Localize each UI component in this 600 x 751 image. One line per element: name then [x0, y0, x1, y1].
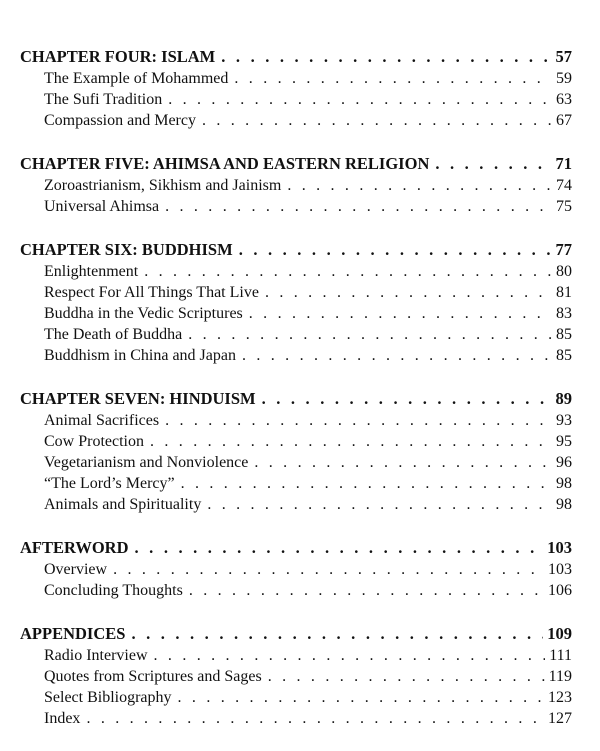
- entry-title: Cow Protection: [44, 433, 144, 450]
- chapter-page-number: 103: [547, 538, 572, 557]
- entry-title: Buddhism in China and Japan: [44, 347, 236, 364]
- toc-entry[interactable]: [20, 303, 572, 324]
- entry-page-number: 74: [556, 177, 572, 194]
- toc-entry[interactable]: [20, 473, 572, 494]
- entry-page-number: 59: [556, 70, 572, 87]
- dot-leader: [202, 110, 552, 131]
- toc-section-afterword: [20, 537, 572, 601]
- entry-title: Vegetarianism and Nonviolence: [44, 454, 249, 471]
- entry-title: Quotes from Scriptures and Sages: [44, 668, 262, 685]
- dot-leader: [181, 473, 552, 494]
- toc-entry[interactable]: [20, 68, 572, 89]
- chapter-title: AFTERWORD: [20, 538, 129, 557]
- toc-chapter-heading[interactable]: [20, 388, 572, 410]
- toc-entry[interactable]: [20, 175, 572, 196]
- toc-entry[interactable]: [20, 452, 572, 473]
- entry-page-number: 123: [548, 689, 572, 706]
- toc-entry[interactable]: [20, 410, 572, 431]
- entry-page-number: 67: [556, 112, 572, 129]
- entry-page-number: 93: [556, 412, 572, 429]
- toc-section-chapter-six-buddhism: [20, 239, 572, 366]
- entry-page-number: 96: [556, 454, 572, 471]
- toc-entry[interactable]: [20, 345, 572, 366]
- entry-title: Compassion and Mercy: [44, 112, 196, 129]
- chapter-page-number: 71: [555, 154, 572, 173]
- dot-leader: [242, 345, 552, 366]
- entry-title: Respect For All Things That Live: [44, 284, 259, 301]
- entry-title: The Sufi Tradition: [44, 91, 163, 108]
- chapter-title: CHAPTER FIVE: AHIMSA AND EASTERN RELIGION: [20, 154, 430, 173]
- chapter-page-number: 89: [555, 389, 572, 408]
- entry-title: Concluding Thoughts: [44, 582, 183, 599]
- dot-leader: [165, 196, 552, 217]
- entry-page-number: 111: [549, 647, 572, 664]
- toc-entry[interactable]: [20, 282, 572, 303]
- toc-entry[interactable]: [20, 89, 572, 110]
- entry-title: Select Bibliography: [44, 689, 172, 706]
- entry-page-number: 80: [556, 263, 572, 280]
- dot-leader: [249, 303, 552, 324]
- dot-leader: [287, 175, 552, 196]
- chapter-title: CHAPTER FOUR: ISLAM: [20, 47, 216, 66]
- toc-chapter-heading[interactable]: [20, 46, 572, 68]
- entry-title: Zoroastrianism, Sikhism and Jainism: [44, 177, 282, 194]
- dot-leader: [154, 645, 546, 666]
- dot-leader: [165, 410, 552, 431]
- toc-entry[interactable]: [20, 708, 572, 729]
- toc-entry[interactable]: [20, 580, 572, 601]
- dot-leader: [168, 89, 552, 110]
- entry-page-number: 103: [548, 561, 572, 578]
- entry-page-number: 63: [556, 91, 572, 108]
- dot-leader: [189, 580, 544, 601]
- toc-section-chapter-four-islam: [20, 46, 572, 131]
- toc-entry[interactable]: [20, 324, 572, 345]
- chapter-page-number: 109: [547, 624, 572, 643]
- entry-page-number: 98: [556, 475, 572, 492]
- chapter-title: CHAPTER SIX: BUDDHISM: [20, 240, 233, 259]
- toc-chapter-heading[interactable]: [20, 623, 572, 645]
- chapter-title: CHAPTER SEVEN: HINDUISM: [20, 389, 256, 408]
- dot-leader: [113, 559, 544, 580]
- toc-entry[interactable]: [20, 645, 572, 666]
- dot-leader: [207, 494, 552, 515]
- toc-section-chapter-five-ahimsa-and-eastern-religion: [20, 153, 572, 217]
- toc-entry[interactable]: [20, 666, 572, 687]
- entry-page-number: 85: [556, 347, 572, 364]
- toc-entry[interactable]: [20, 110, 572, 131]
- entry-page-number: 106: [548, 582, 572, 599]
- toc-section-chapter-seven-hinduism: [20, 388, 572, 515]
- chapter-title: APPENDICES: [20, 624, 126, 643]
- toc-entry[interactable]: [20, 494, 572, 515]
- entry-page-number: 95: [556, 433, 572, 450]
- toc-entry[interactable]: [20, 261, 572, 282]
- dot-leader: [135, 537, 544, 559]
- dot-leader: [221, 46, 551, 68]
- entry-page-number: 75: [556, 198, 572, 215]
- entry-page-number: 81: [556, 284, 572, 301]
- entry-title: The Death of Buddha: [44, 326, 183, 343]
- entry-page-number: 85: [556, 326, 572, 343]
- toc-chapter-heading[interactable]: [20, 239, 572, 261]
- dot-leader: [265, 282, 552, 303]
- toc-entry[interactable]: [20, 559, 572, 580]
- dot-leader: [144, 261, 552, 282]
- entry-page-number: 98: [556, 496, 572, 513]
- entry-title: The Example of Mohammed: [44, 70, 229, 87]
- entry-page-number: 127: [548, 710, 572, 727]
- toc-section-appendices: [20, 623, 572, 729]
- toc-chapter-heading[interactable]: [20, 537, 572, 559]
- entry-title: Enlightenment: [44, 263, 139, 280]
- chapter-page-number: 57: [555, 47, 572, 66]
- entry-title: Buddha in the Vedic Scriptures: [44, 305, 243, 322]
- dot-leader: [254, 452, 552, 473]
- dot-leader: [188, 324, 552, 345]
- chapter-page-number: 77: [555, 240, 572, 259]
- dot-leader: [268, 666, 545, 687]
- toc-chapter-heading[interactable]: [20, 153, 572, 175]
- dot-leader: [435, 153, 551, 175]
- entry-title: “The Lord’s Mercy”: [44, 475, 175, 492]
- toc-entry[interactable]: [20, 196, 572, 217]
- entry-title: Universal Ahimsa: [44, 198, 160, 215]
- dot-leader: [86, 708, 544, 729]
- entry-title: Animals and Spirituality: [44, 496, 202, 513]
- entry-title: Index: [44, 710, 81, 727]
- entry-title: Animal Sacrifices: [44, 412, 160, 429]
- dot-leader: [234, 68, 552, 89]
- dot-leader: [150, 431, 552, 452]
- entry-title: Radio Interview: [44, 647, 148, 664]
- dot-leader: [239, 239, 552, 261]
- dot-leader: [178, 687, 544, 708]
- entry-page-number: 119: [548, 668, 572, 685]
- entry-title: Overview: [44, 561, 108, 578]
- dot-leader: [262, 388, 552, 410]
- table-of-contents: [20, 46, 572, 751]
- toc-entry[interactable]: [20, 687, 572, 708]
- dot-leader: [131, 623, 543, 645]
- toc-entry[interactable]: [20, 431, 572, 452]
- entry-page-number: 83: [556, 305, 572, 322]
